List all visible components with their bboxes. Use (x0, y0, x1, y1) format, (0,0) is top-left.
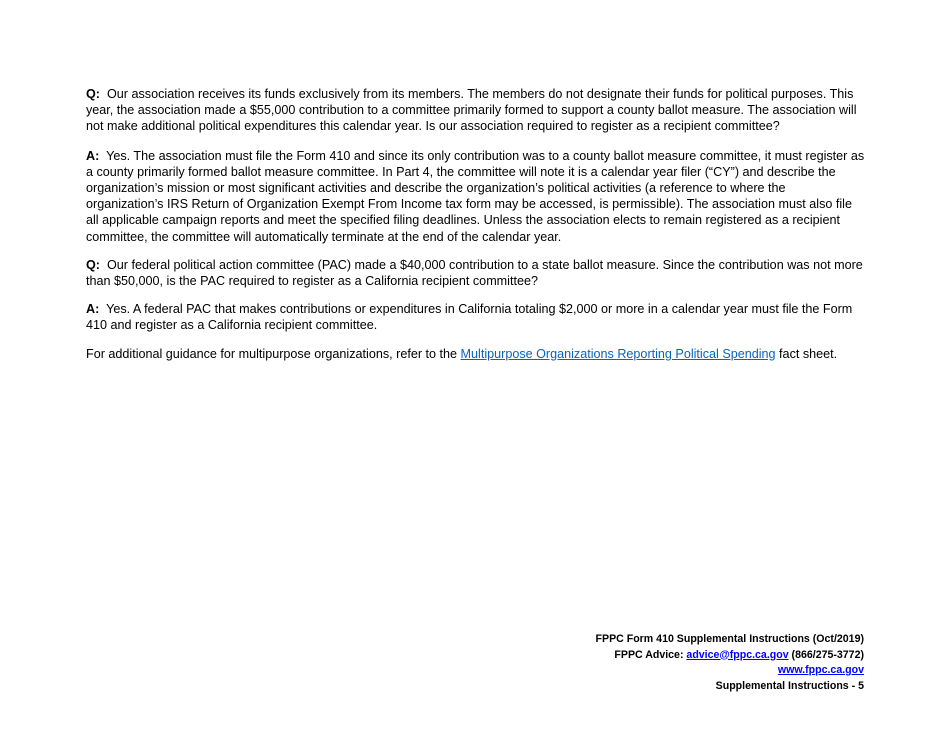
multipurpose-fact-sheet-link[interactable]: Multipurpose Organizations Reporting Political Spending (460, 346, 776, 361)
answer-text: Yes. A federal PAC that makes contributions or expenditures in California totaling $2,000 or more in a calendar year must file the Form 410 and register as a California recipient committee. (86, 302, 853, 333)
form-title: FPPC Form 410 Supplemental Instructions (Oct/2019) (595, 633, 864, 645)
advice-email-link[interactable]: advice@fppc.ca.gov (686, 648, 789, 661)
question-2 (86, 257, 866, 289)
question-label: Q: (86, 87, 100, 101)
document-body (86, 86, 866, 374)
advice-label: FPPC Advice: (614, 648, 687, 661)
page-footer (596, 632, 864, 694)
website-link[interactable]: www.fppc.ca.gov (777, 664, 864, 676)
answer-label: A: (86, 302, 100, 317)
advice-phone: (866/275-3772) (788, 648, 864, 661)
advice-line (596, 648, 864, 664)
guidance-suffix: fact sheet. (775, 346, 838, 361)
page-number: Supplemental Instructions - 5 (715, 679, 864, 692)
question-label: Q: (86, 257, 100, 272)
answer-2 (86, 301, 866, 333)
answer-text: Yes. The association must file the Form 410 and since its only contribution was to a county ballot measure committee, it must register as a county primarily formed ballot measure committee. In Part 4, the committee will note it is a calendar year filer (“CY”) and describe the organization’s mission or most significant activities and describe the organization’s political activities (a reference to where the organization’s IRS Return of Organization Exempt From Income tax form may be accessed, is permissible). The association must also file all applicable campaign reports and meet the specified filing deadlines. Unless the association elects to remain registered as a recipient committee, the committee will automatically terminate at the end of the calendar year. (86, 148, 865, 244)
website-line (596, 663, 864, 679)
answer-1 (86, 148, 866, 245)
question-text: Our association receives its funds exclusively from its members. The members do not designate their funds for political purposes. This year, the association made a $55,000 contribution to a committee primarily formed to support a county ballot measure. The association will not make additional political expenditures this calendar year. Is our association required to register as a recipient committee? (86, 87, 857, 134)
answer-label: A: (86, 148, 100, 163)
question-text: Our federal political action committee (PAC) made a $40,000 contribution to a state ballot measure. Since the contribution was not more than $50,000, is the PAC required to register as a California recipient committee? (86, 257, 863, 289)
guidance-paragraph (86, 346, 866, 362)
question-1 (86, 86, 866, 135)
guidance-prefix: For additional guidance for multipurpose organizations, refer to the (86, 346, 461, 361)
